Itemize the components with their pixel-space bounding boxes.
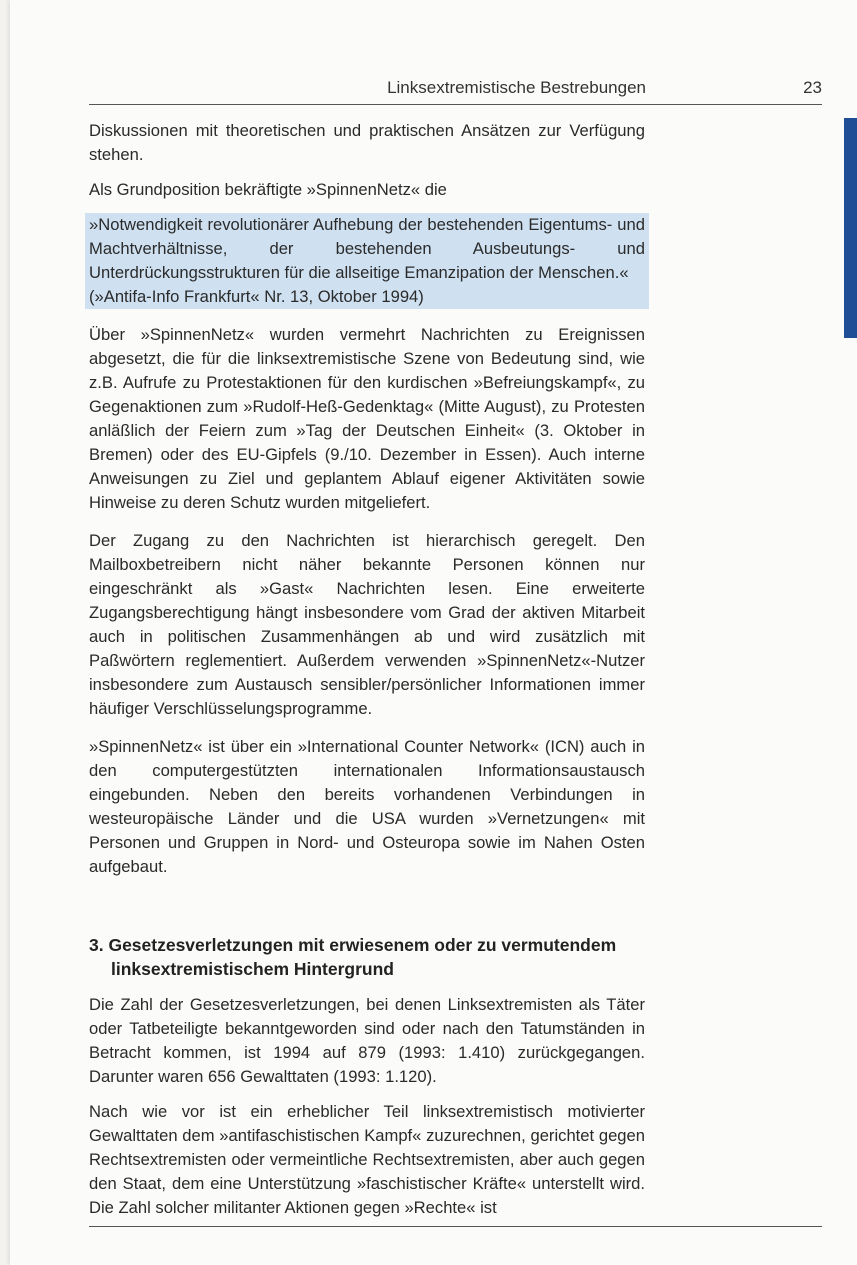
paragraph: Diskussionen mit theoretischen und praktischen Ansätzen zur Verfügung stehen. — [89, 121, 645, 164]
paragraph: Der Zugang zu den Nachrichten ist hierarchisch geregelt. Den Mailboxbetreibern nicht näher bekannte Personen können nur eingeschränkt als »Gast« Nachrichten lesen. Eine erweiterte Zugangsberechtigung hängt insbesondere vom Grad der aktiven Mitarbeit auch in politischen Zusammenhängen ab und wird zusätzlich mit Paßwörtern reglementiert. Außerdem verwenden »SpinnenNetz«-Nutzer insbesondere zum Austausch sensibler/persönlicher Informationen immer häufiger Verschlüsselungsprogramme. — [89, 531, 645, 718]
section-heading: 3. Gesetzesverletzungen mit erwiesenem oder zu vermutendem linksextremistischem Hintergrund — [89, 935, 617, 979]
paragraph: Die Zahl der Gesetzesverletzungen, bei denen Linksextremisten als Täter oder Tatbeteiligte bekanntgeworden sind oder nach den Tatumständen in Betracht kommen, ist 1994 auf 879 (1993: 1.410) zurückgegangen. Darunter waren 656 Gewalttaten (1993: 1.120). — [89, 995, 645, 1086]
footer-rule — [89, 1226, 822, 1227]
paragraph: »SpinnenNetz« ist über ein »International Counter Network« (ICN) auch in den computergestützten internationalen Informationsaustausch eingebunden. Neben den bereits vorhandenen Verbindungen in westeuropäische Länder und die USA wurden »Vernetzungen« mit Personen und Gruppen in Nord- und Osteuropa sowie im Nahen Osten aufgebaut. — [89, 737, 645, 876]
chapter-tab-marker — [844, 118, 857, 338]
body-text — [89, 119, 645, 1234]
running-header — [89, 78, 822, 105]
running-header-title: Linksextremistische Bestrebungen — [387, 78, 646, 97]
paragraph: Über »SpinnenNetz« wurden vermehrt Nachrichten zu Ereignissen abgesetzt, die für die linksextremistische Szene von Bedeutung sind, wie z.B. Aufrufe zu Protestaktionen für den kurdischen »Befreiungskampf«, zu Gegenaktionen zum »Rudolf-Heß-Gedenktag« (Mitte August), zu Protesten anläßlich der Feiern zum »Tag der Deutschen Einheit« (3. Oktober in Bremen) oder des EU-Gipfels (9./10. Dezember in Essen). Auch interne Anweisungen zu Ziel und geplantem Ablauf eigener Aktivitäten sowie Hinweise zu deren Schutz wurden mitgeliefert. — [89, 325, 645, 512]
document-page — [10, 0, 857, 1265]
quote-source: (»Antifa-Info Frankfurt« Nr. 13, Oktober 1994) — [89, 287, 424, 306]
highlighted-quote — [85, 213, 649, 309]
paragraph: Nach wie vor ist ein erheblicher Teil linksextremistisch motivierter Gewalttaten dem »antifaschistischen Kampf« zuzurechnen, gerichtet gegen Rechtsextremisten oder vermeintliche Rechtsextremisten, aber auch gegen den Staat, dem eine Unterstützung »faschistischer Kräfte« unterstellt wird. Die Zahl solcher militanter Aktionen gegen »Rechte« ist — [89, 1102, 645, 1217]
paragraph: Als Grundposition bekräftigte »SpinnenNetz« die — [89, 180, 447, 199]
quote-text: »Notwendigkeit revolutionärer Aufhebung der bestehenden Eigentums- und Machtverhältnisse, der bestehenden Ausbeutungs- und Unterdrückungsstrukturen für die allseitige Emanzipation der Menschen.« — [89, 215, 645, 282]
page-number: 23 — [803, 78, 822, 97]
